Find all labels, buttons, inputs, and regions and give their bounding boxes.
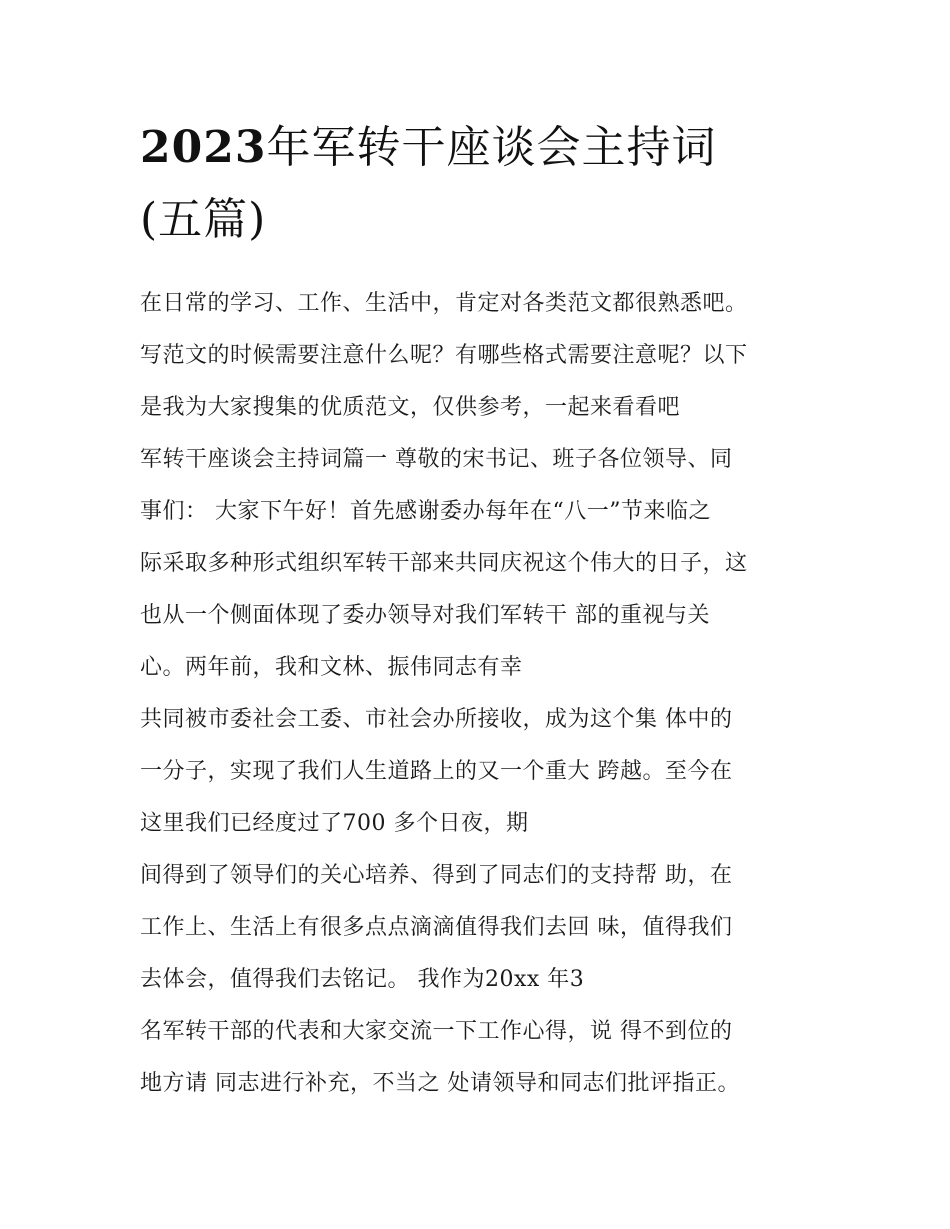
body-line: 一分子，实现了我们人生道路上的又一个重大 跨越。至今在 xyxy=(140,759,733,784)
body-line: 写范文的时候需要注意什么呢？有哪些格式需要注意呢？以下 xyxy=(140,343,748,368)
body-line: 这里我们已经度过了700 多个日夜，期 xyxy=(140,811,529,836)
body-line: 也从一个侧面体现了委办领导对我们军转干 部的重视与关 xyxy=(140,603,710,628)
document-title xyxy=(140,112,840,256)
body-line: 工作上、生活上有很多点点滴滴值得我们去回 味，值得我们 xyxy=(140,915,733,940)
document-body xyxy=(140,278,840,1110)
body-line: 心。两年前，我和文林、振伟同志有幸 xyxy=(140,655,523,680)
body-line: 地方请 同志进行补充，不当之 处请领导和同志们批评指正。 xyxy=(140,1071,740,1096)
body-line: 际采取多种形式组织军转干部来共同庆祝这个伟大的日子，这 xyxy=(140,551,748,576)
body-line: 是我为大家搜集的优质范文，仅供参考，一起来看看吧 xyxy=(140,395,681,420)
title-line1: 年军转干座谈会主持词 xyxy=(266,122,717,173)
body-line: 事们： 大家下午好！首先感谢委办每年在“八一”节来临之 xyxy=(140,499,711,524)
body-line: 间得到了领导们的关心培养、得到了同志们的支持帮 助，在 xyxy=(140,863,733,888)
body-line: 名军转干部的代表和大家交流一下工作心得，说 得不到位的 xyxy=(140,1019,733,1044)
title-year: 2023 xyxy=(140,122,267,173)
title-line2: (五篇) xyxy=(140,194,267,245)
body-line: 军转干座谈会主持词篇一 尊敬的宋书记、班子各位领导、同 xyxy=(140,447,733,472)
body-line: 共同被市委社会工委、市社会办所接收，成为这个集 体中的 xyxy=(140,707,733,732)
body-line: 在日常的学习、工作、生活中，肯定对各类范文都很熟悉吧。 xyxy=(140,291,748,316)
body-line: 去体会，值得我们去铭记。 我作为20xx 年3 xyxy=(140,967,585,992)
